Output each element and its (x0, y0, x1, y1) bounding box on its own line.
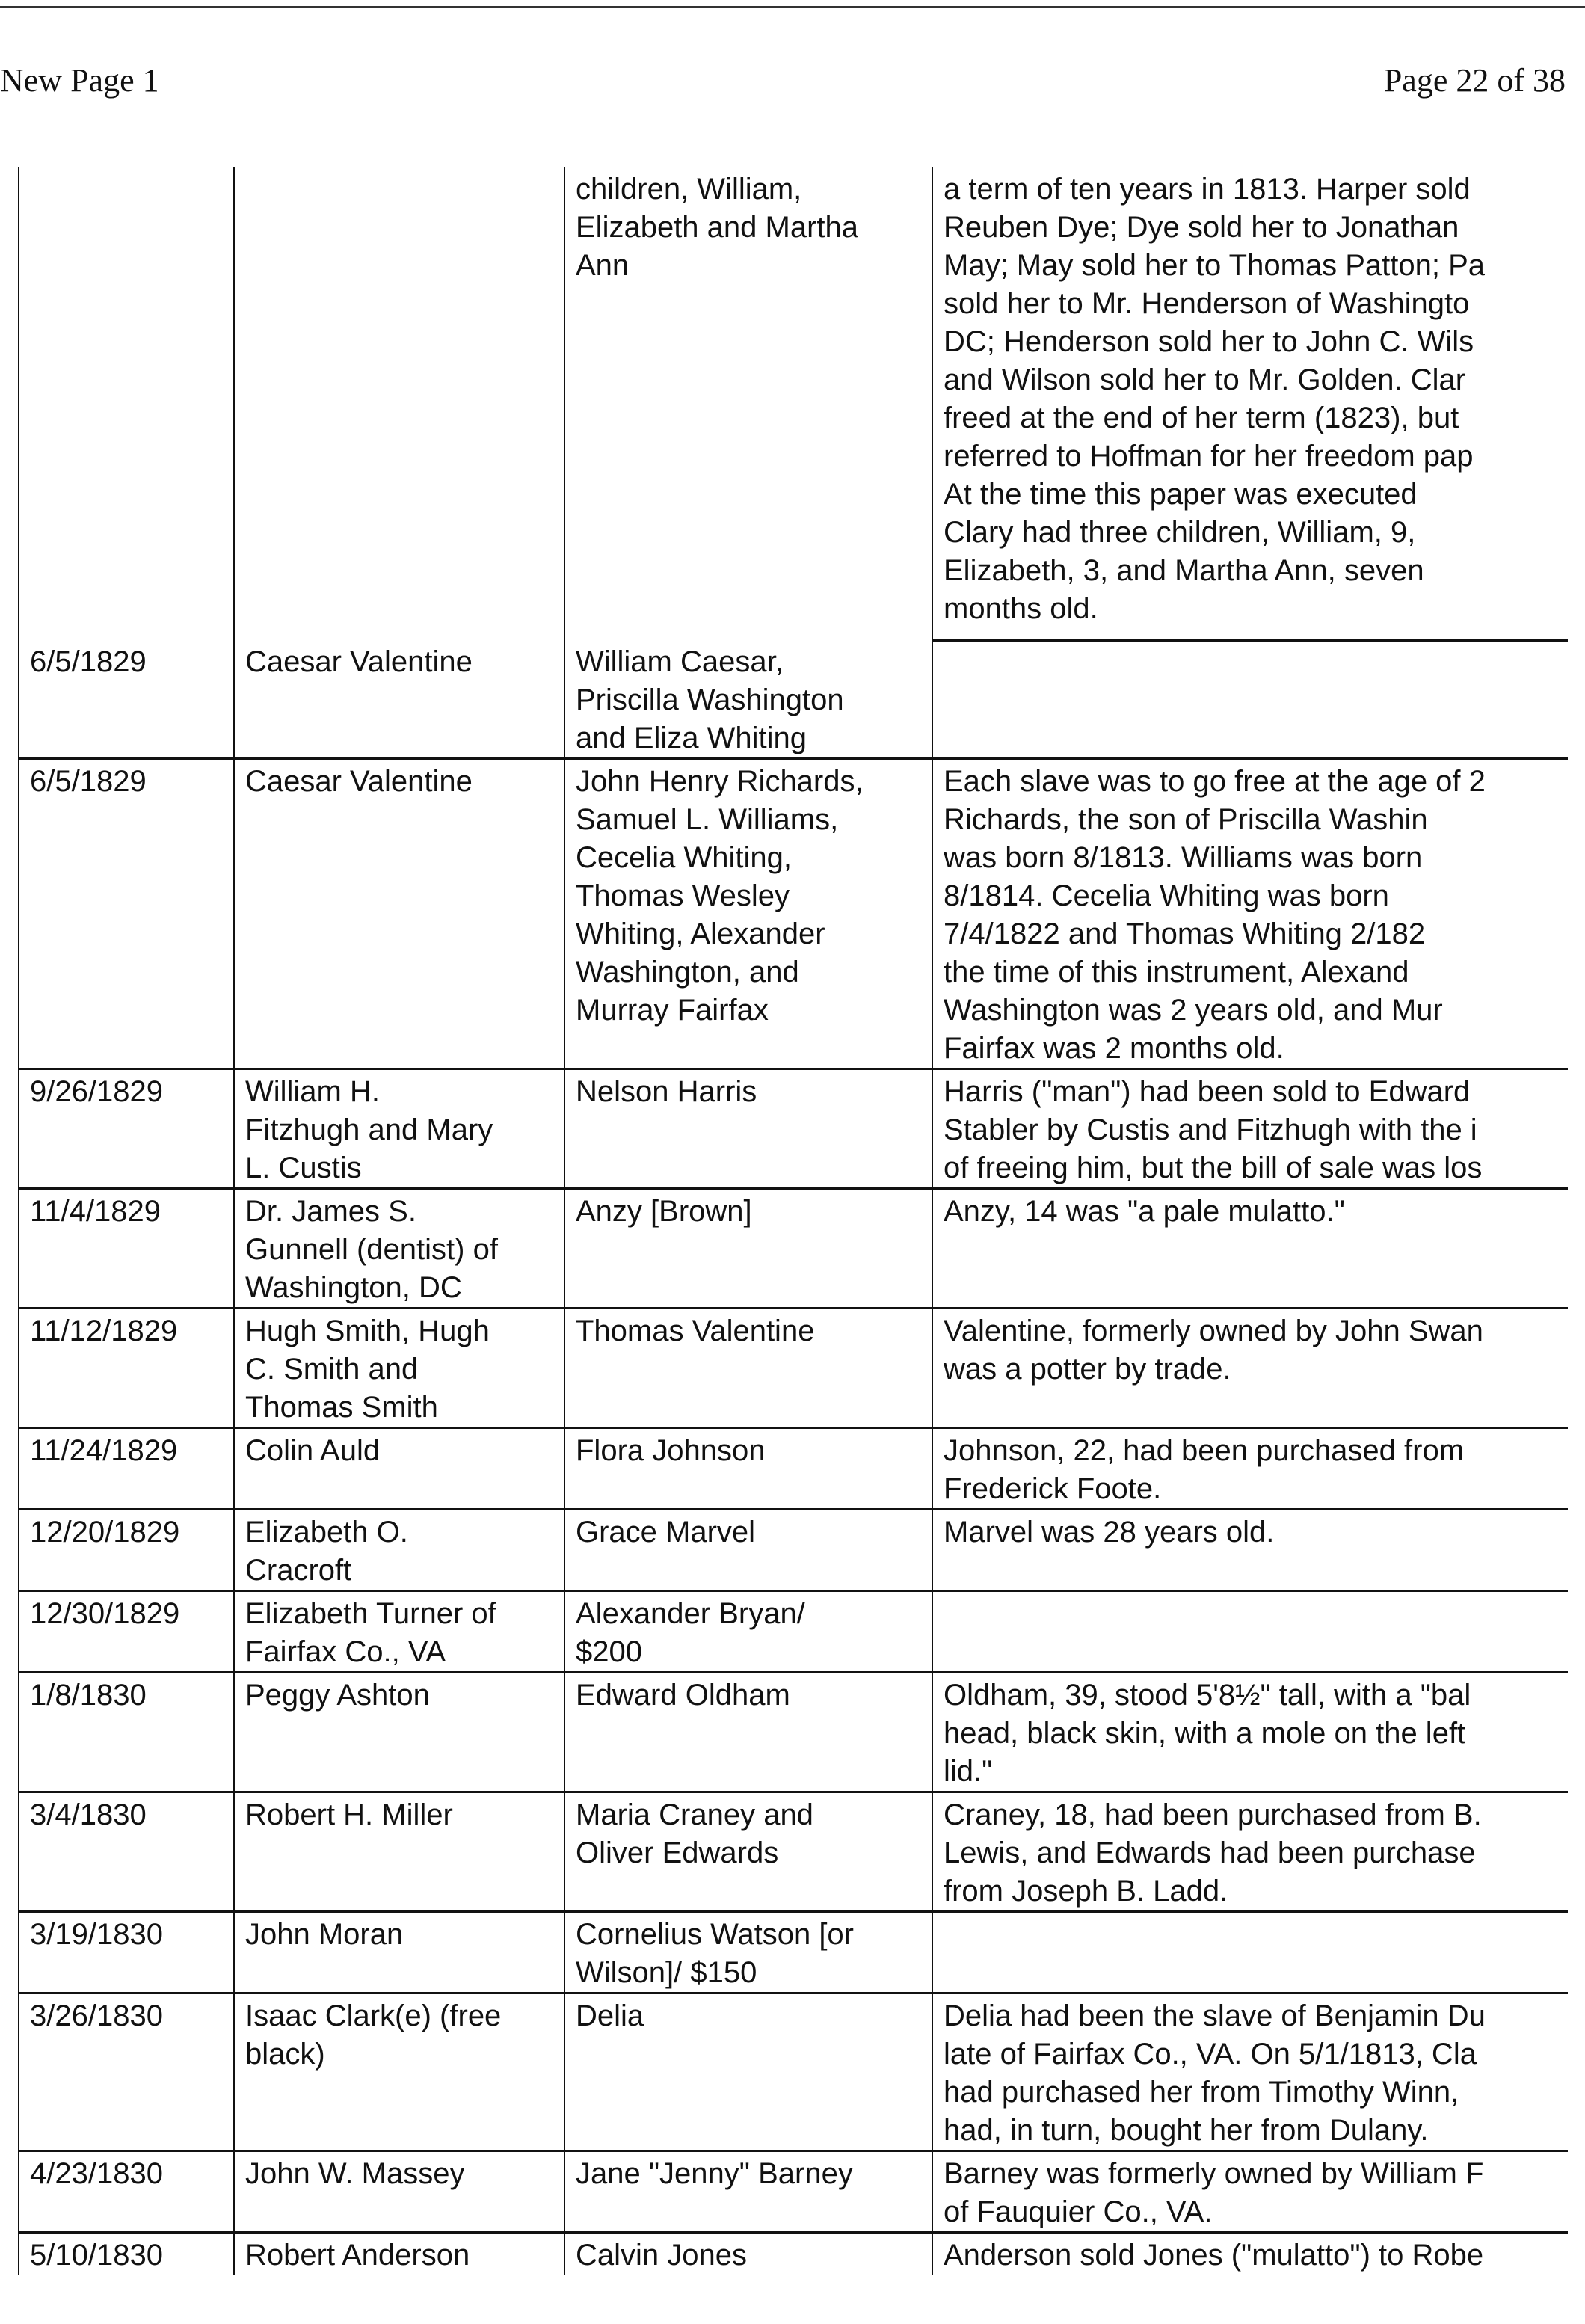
notes-text: Lewis, and Edwards had been purchase (944, 1836, 1476, 1869)
owner-text: John Moran (245, 1918, 404, 1951)
notes-cell (932, 1993, 1568, 2151)
notes-text: Clary had three children, William, 9, (944, 516, 1416, 549)
slaves-text: Wilson]/ $150 (576, 1956, 757, 1989)
notes-text: Marvel was 28 years old. (944, 1516, 1275, 1549)
notes-cell (932, 167, 1568, 640)
slaves-text: Murray Fairfax (576, 994, 769, 1027)
notes-text: months old. (944, 592, 1098, 625)
table-row (19, 1912, 1568, 1993)
owner-text: Fairfax Co., VA (245, 1635, 446, 1668)
owner-cell (234, 1591, 564, 1673)
slaves-text: children, William, (576, 173, 802, 206)
page-title: New Page 1 (0, 62, 159, 99)
notes-text: a term of ten years in 1813. Harper sold (944, 173, 1471, 206)
notes-text: Reuben Dye; Dye sold her to Jonathan (944, 211, 1459, 244)
date-text: 5/10/1830 (30, 2239, 163, 2272)
notes-text: DC; Henderson sold her to John C. Wils (944, 325, 1474, 358)
notes-text: Stabler by Custis and Fitzhugh with the i (944, 1113, 1477, 1146)
date-text: 11/24/1829 (30, 1434, 178, 1467)
table-row (19, 1591, 1568, 1673)
owner-text: John W. Massey (245, 2157, 465, 2190)
slaves-cell (564, 1069, 932, 1189)
notes-text: Richards, the son of Priscilla Washin (944, 803, 1428, 836)
owner-cell (234, 640, 564, 759)
table-row (19, 759, 1568, 1069)
date-text: 3/19/1830 (30, 1918, 163, 1951)
page-number: Page 22 of 38 (1383, 62, 1566, 99)
slaves-cell (564, 1912, 932, 1993)
notes-text: Harris ("man") had been sold to Edward (944, 1075, 1471, 1108)
slaves-text: Jane "Jenny" Barney (576, 2157, 853, 2190)
owner-cell (234, 1069, 564, 1189)
owner-text: Caesar Valentine (245, 645, 473, 678)
date-cell (19, 1912, 234, 1993)
table-row (19, 1189, 1568, 1309)
notes-text: lid." (944, 1755, 993, 1788)
notes-text: 8/1814. Cecelia Whiting was born (944, 879, 1389, 912)
notes-text: sold her to Mr. Henderson of Washingto (944, 287, 1470, 320)
slaves-text: Ann (576, 249, 630, 282)
owner-cell (234, 2151, 564, 2233)
records-table (18, 167, 1568, 2275)
owner-cell (234, 2233, 564, 2275)
table-row (19, 167, 1568, 640)
notes-cell (932, 2151, 1568, 2233)
notes-text: Each slave was to go free at the age of 2 (944, 765, 1486, 798)
owner-cell (234, 1912, 564, 1993)
date-cell (19, 1510, 234, 1591)
slaves-text: Maria Craney and (576, 1798, 813, 1831)
date-cell (19, 2151, 234, 2233)
table-row (19, 640, 1568, 759)
slaves-cell (564, 2233, 932, 2275)
owner-text: Elizabeth O. (245, 1516, 408, 1549)
slaves-text: Whiting, Alexander (576, 917, 825, 950)
slaves-cell (564, 1792, 932, 1912)
owner-text: Fitzhugh and Mary (245, 1113, 493, 1146)
notes-text: of Fauquier Co., VA. (944, 2195, 1213, 2228)
slaves-text: Cornelius Watson [or (576, 1918, 854, 1951)
slaves-text: Flora Johnson (576, 1434, 766, 1467)
owner-text: Cracroft (245, 1554, 352, 1587)
notes-cell (932, 1189, 1568, 1309)
owner-text: Robert H. Miller (245, 1798, 453, 1831)
date-cell (19, 1189, 234, 1309)
notes-text: Fairfax was 2 months old. (944, 1032, 1284, 1065)
slaves-cell (564, 1189, 932, 1309)
date-cell (19, 640, 234, 759)
slaves-text: John Henry Richards, (576, 765, 864, 798)
slaves-cell (564, 1428, 932, 1510)
notes-text: was born 8/1813. Williams was born (944, 841, 1423, 874)
slaves-text: Cecelia Whiting, (576, 841, 792, 874)
date-text: 6/5/1829 (30, 765, 147, 798)
notes-text: Oldham, 39, stood 5'8½" tall, with a "bal (944, 1679, 1471, 1712)
owner-text: Colin Auld (245, 1434, 381, 1467)
slaves-text: Alexander Bryan/ (576, 1597, 805, 1630)
date-text: 4/23/1830 (30, 2157, 163, 2190)
owner-cell (234, 1189, 564, 1309)
date-text: 12/20/1829 (30, 1516, 180, 1549)
slaves-cell (564, 1591, 932, 1673)
date-cell (19, 167, 234, 640)
slaves-text: Edward Oldham (576, 1679, 790, 1712)
slaves-text: Elizabeth and Martha (576, 211, 859, 244)
notes-cell (932, 1591, 1568, 1673)
date-cell (19, 1993, 234, 2151)
notes-text: Craney, 18, had been purchased from B. (944, 1798, 1482, 1831)
owner-text: Isaac Clark(e) (free (245, 1999, 502, 2032)
date-text: 12/30/1829 (30, 1597, 180, 1630)
notes-text: Barney was formerly owned by William F (944, 2157, 1484, 2190)
owner-text: Washington, DC (245, 1271, 462, 1304)
notes-text: was a potter by trade. (944, 1353, 1231, 1386)
slaves-text: Grace Marvel (576, 1516, 756, 1549)
date-cell (19, 1591, 234, 1673)
slaves-text: Calvin Jones (576, 2239, 748, 2272)
notes-text: from Joseph B. Ladd. (944, 1875, 1228, 1908)
owner-text: Robert Anderson (245, 2239, 470, 2272)
notes-text: referred to Hoffman for her freedom pap (944, 440, 1474, 473)
owner-cell (234, 1428, 564, 1510)
date-cell (19, 759, 234, 1069)
table-row (19, 2233, 1568, 2275)
notes-text: and Wilson sold her to Mr. Golden. Clar (944, 363, 1466, 396)
slaves-cell (564, 640, 932, 759)
owner-text: Gunnell (dentist) of (245, 1233, 498, 1266)
owner-text: Elizabeth Turner of (245, 1597, 496, 1630)
notes-text: 7/4/1822 and Thomas Whiting 2/182 (944, 917, 1426, 950)
owner-cell (234, 167, 564, 640)
notes-text: of freeing him, but the bill of sale was los (944, 1152, 1483, 1184)
slaves-text: Anzy [Brown] (576, 1195, 752, 1228)
slaves-cell (564, 1510, 932, 1591)
notes-text: freed at the end of her term (1823), but (944, 402, 1459, 434)
table-row (19, 1792, 1568, 1912)
table-row (19, 1673, 1568, 1792)
date-text: 9/26/1829 (30, 1075, 163, 1108)
date-cell (19, 1069, 234, 1189)
notes-text: late of Fairfax Co., VA. On 5/1/1813, Cla (944, 2038, 1477, 2071)
slaves-text: Nelson Harris (576, 1075, 757, 1108)
notes-text: Anzy, 14 was "a pale mulatto." (944, 1195, 1345, 1228)
slaves-text: Oliver Edwards (576, 1836, 779, 1869)
notes-text: Valentine, formerly owned by John Swan (944, 1315, 1483, 1347)
owner-cell (234, 1673, 564, 1792)
notes-text: had purchased her from Timothy Winn, (944, 2076, 1459, 2109)
date-cell (19, 1309, 234, 1428)
table-row (19, 1993, 1568, 2151)
owner-text: Hugh Smith, Hugh (245, 1315, 490, 1347)
owner-text: Peggy Ashton (245, 1679, 430, 1712)
owner-cell (234, 1993, 564, 2151)
owner-text: Caesar Valentine (245, 765, 473, 798)
date-text: 11/12/1829 (30, 1315, 178, 1347)
slaves-text: and Eliza Whiting (576, 722, 807, 754)
notes-cell (932, 1428, 1568, 1510)
owner-cell (234, 1309, 564, 1428)
slaves-cell (564, 1309, 932, 1428)
notes-cell (932, 759, 1568, 1069)
date-cell (19, 1428, 234, 1510)
table-row (19, 2151, 1568, 2233)
date-cell (19, 2233, 234, 2275)
owner-text: C. Smith and (245, 1353, 419, 1386)
notes-cell (932, 1309, 1568, 1428)
date-text: 1/8/1830 (30, 1679, 147, 1712)
notes-text: Elizabeth, 3, and Martha Ann, seven (944, 554, 1424, 587)
date-text: 11/4/1829 (30, 1195, 161, 1228)
notes-text: Washington was 2 years old, and Mur (944, 994, 1443, 1027)
notes-cell (932, 1673, 1568, 1792)
slaves-text: $200 (576, 1635, 642, 1668)
notes-text: May; May sold her to Thomas Patton; Pa (944, 249, 1486, 282)
top-rule (0, 6, 1585, 8)
notes-text: Johnson, 22, had been purchased from (944, 1434, 1465, 1467)
slaves-cell (564, 759, 932, 1069)
notes-text: the time of this instrument, Alexand (944, 956, 1409, 989)
owner-text: Dr. James S. (245, 1195, 416, 1228)
date-cell (19, 1673, 234, 1792)
owner-cell (234, 1792, 564, 1912)
slaves-cell (564, 1673, 932, 1792)
notes-cell (932, 640, 1568, 759)
slaves-cell (564, 167, 932, 640)
notes-cell (932, 2233, 1568, 2275)
slaves-cell (564, 1993, 932, 2151)
owner-text: William H. (245, 1075, 380, 1108)
notes-cell (932, 1792, 1568, 1912)
table-row (19, 1309, 1568, 1428)
table-row (19, 1428, 1568, 1510)
notes-text: Delia had been the slave of Benjamin Du (944, 1999, 1486, 2032)
notes-text: Frederick Foote. (944, 1472, 1162, 1505)
owner-text: black) (245, 2038, 325, 2071)
notes-text: head, black skin, with a mole on the left (944, 1717, 1466, 1750)
date-text: 3/26/1830 (30, 1999, 163, 2032)
slaves-text: Washington, and (576, 956, 799, 989)
notes-text: had, in turn, bought her from Dulany. (944, 2114, 1429, 2147)
owner-cell (234, 1510, 564, 1591)
slaves-text: Samuel L. Williams, (576, 803, 839, 836)
date-text: 6/5/1829 (30, 645, 147, 678)
slaves-cell (564, 2151, 932, 2233)
slaves-text: Priscilla Washington (576, 683, 844, 716)
date-cell (19, 1792, 234, 1912)
slaves-text: William Caesar, (576, 645, 784, 678)
notes-text: At the time this paper was executed (944, 478, 1418, 511)
owner-cell (234, 759, 564, 1069)
owner-text: Thomas Smith (245, 1391, 438, 1424)
notes-cell (932, 1069, 1568, 1189)
notes-text: Anderson sold Jones ("mulatto") to Robe (944, 2239, 1484, 2272)
notes-cell (932, 1510, 1568, 1591)
slaves-text: Delia (576, 1999, 644, 2032)
notes-cell (932, 1912, 1568, 1993)
table-row (19, 1069, 1568, 1189)
date-text: 3/4/1830 (30, 1798, 147, 1831)
owner-text: L. Custis (245, 1152, 362, 1184)
slaves-text: Thomas Valentine (576, 1315, 815, 1347)
table-row (19, 1510, 1568, 1591)
slaves-text: Thomas Wesley (576, 879, 790, 912)
